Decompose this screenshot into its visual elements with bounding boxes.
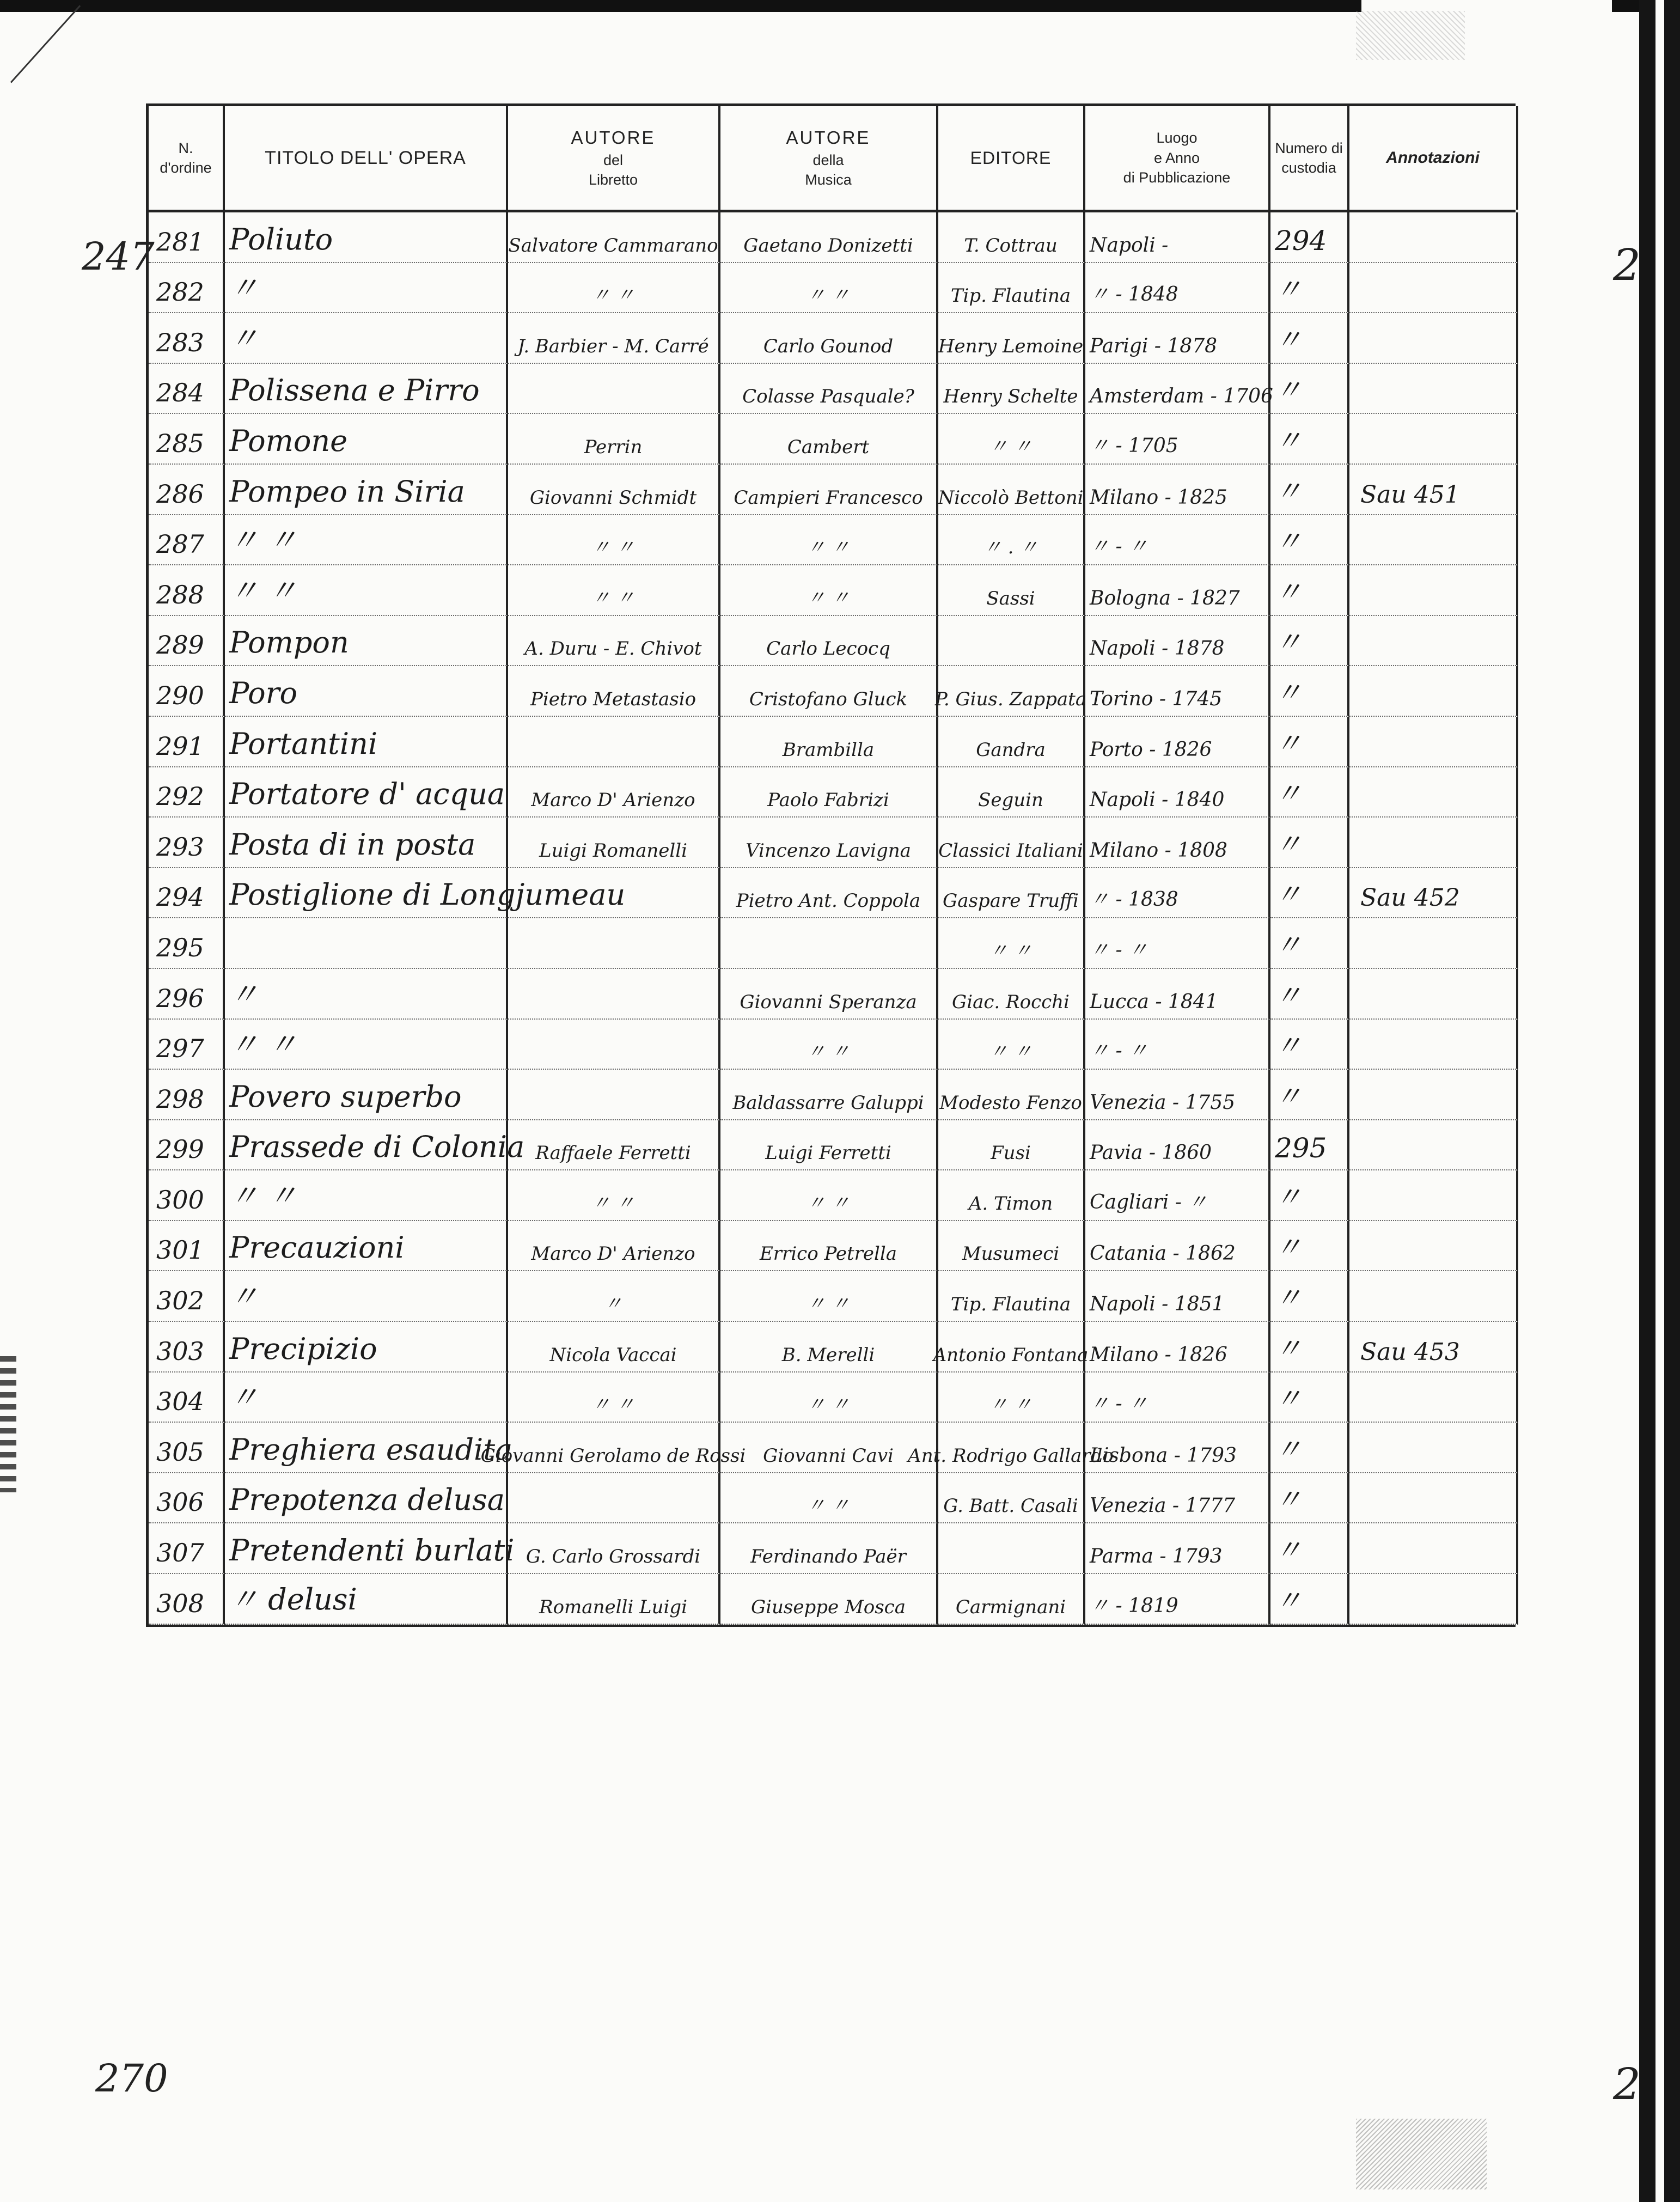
header-autore-libretto-line3: Libretto <box>588 172 638 188</box>
row-numero-custodia: 〃 <box>1270 565 1349 616</box>
row-annotazioni <box>1349 1373 1518 1423</box>
row-numero-custodia: 〃 <box>1270 414 1349 465</box>
row-titolo: Pompon <box>225 616 508 667</box>
row-number: 305 <box>149 1423 225 1473</box>
row-numero-custodia: 〃 <box>1270 1020 1349 1070</box>
row-annotazioni <box>1349 717 1518 767</box>
row-annotazioni <box>1349 918 1518 969</box>
header-luogo-line1: Luogo <box>1156 130 1198 147</box>
row-number: 308 <box>149 1574 225 1625</box>
row-autore-musica: 〃 〃 <box>720 263 938 314</box>
row-titolo: Poliuto <box>225 212 508 263</box>
register-table <box>146 103 1516 1627</box>
row-annotazioni <box>1349 515 1518 566</box>
row-number: 294 <box>149 868 225 919</box>
row-annotazioni <box>1349 212 1518 263</box>
row-luogo-anno: 〃 - 1848 <box>1085 263 1270 314</box>
row-luogo-anno: Porto - 1826 <box>1085 717 1270 767</box>
row-autore-libretto <box>508 918 720 969</box>
row-numero-custodia: 〃 <box>1270 918 1349 969</box>
table-row <box>146 717 1516 767</box>
row-number: 303 <box>149 1322 225 1373</box>
margin-note-bottom-left: 270 <box>95 2056 168 2101</box>
row-annotazioni <box>1349 1271 1518 1322</box>
row-autore-musica: Gaetano Donizetti <box>720 212 938 263</box>
row-numero-custodia: 〃 <box>1270 1574 1349 1625</box>
row-luogo-anno: Catania - 1862 <box>1085 1221 1270 1272</box>
row-editore: A. Timon <box>938 1170 1085 1221</box>
row-number: 299 <box>149 1120 225 1171</box>
row-autore-musica: Errico Petrella <box>720 1221 938 1272</box>
row-annotazioni <box>1349 1574 1518 1625</box>
table-row <box>146 1120 1516 1171</box>
row-titolo: 〃 <box>225 263 508 314</box>
table-row <box>146 1271 1516 1322</box>
row-number: 304 <box>149 1373 225 1423</box>
margin-note-right-top: 2 <box>1613 240 1641 290</box>
row-titolo: Poro <box>225 666 508 717</box>
row-luogo-anno: Venezia - 1777 <box>1085 1473 1270 1524</box>
row-autore-musica: 〃 〃 <box>720 1170 938 1221</box>
scan-edge-right-inner <box>1655 0 1664 2202</box>
row-editore: Seguin <box>938 767 1085 818</box>
row-editore: Tip. Flautina <box>938 263 1085 314</box>
row-annotazioni <box>1349 1070 1518 1120</box>
row-autore-musica: Cristofano Gluck <box>720 666 938 717</box>
row-autore-libretto: Romanelli Luigi <box>508 1574 720 1625</box>
table-row <box>146 1423 1516 1473</box>
row-numero-custodia: 〃 <box>1270 515 1349 566</box>
row-editore: T. Cottrau <box>938 212 1085 263</box>
table-row <box>146 313 1516 364</box>
row-number: 300 <box>149 1170 225 1221</box>
row-numero-custodia: 〃 <box>1270 868 1349 919</box>
row-autore-libretto: Nicola Vaccai <box>508 1322 720 1373</box>
row-titolo: Povero superbo <box>225 1070 508 1120</box>
row-annotazioni <box>1349 1020 1518 1070</box>
row-editore: Classici Italiani <box>938 818 1085 868</box>
row-autore-libretto <box>508 868 720 919</box>
table-row <box>146 616 1516 667</box>
row-numero-custodia: 〃 <box>1270 263 1349 314</box>
row-luogo-anno: Cagliari - 〃 <box>1085 1170 1270 1221</box>
row-autore-musica: Giovanni Speranza <box>720 969 938 1020</box>
row-numero-custodia: 〃 <box>1270 1170 1349 1221</box>
row-titolo: Pretendenti burlati <box>225 1523 508 1574</box>
row-luogo-anno: Bologna - 1827 <box>1085 565 1270 616</box>
row-editore: Modesto Fenzo <box>938 1070 1085 1120</box>
row-annotazioni <box>1349 969 1518 1020</box>
row-autore-musica: 〃 〃 <box>720 1271 938 1322</box>
row-luogo-anno: 〃 - 1838 <box>1085 868 1270 919</box>
row-number: 291 <box>149 717 225 767</box>
row-autore-libretto: 〃 <box>508 1271 720 1322</box>
row-editore: Gaspare Truffi <box>938 868 1085 919</box>
row-editore: Ant. Rodrigo Gallardo <box>938 1423 1085 1473</box>
row-titolo: Portatore d' acqua <box>225 767 508 818</box>
row-luogo-anno: Lucca - 1841 <box>1085 969 1270 1020</box>
table-row <box>146 818 1516 868</box>
row-autore-musica: Campieri Francesco <box>720 465 938 515</box>
row-autore-musica: 〃 〃 <box>720 1473 938 1524</box>
table-row <box>146 1170 1516 1221</box>
row-editore: Henry Lemoine <box>938 313 1085 364</box>
header-autore-libretto-line2: del <box>603 151 624 168</box>
row-luogo-anno: 〃 - 〃 <box>1085 1373 1270 1423</box>
table-row <box>146 1221 1516 1272</box>
header-luogo-anno <box>1085 106 1270 210</box>
row-titolo: Precauzioni <box>225 1221 508 1272</box>
row-autore-musica: 〃 〃 <box>720 515 938 566</box>
row-autore-libretto: Marco D' Arienzo <box>508 767 720 818</box>
row-editore: 〃 〃 <box>938 1020 1085 1070</box>
table-row <box>146 414 1516 465</box>
row-number: 306 <box>149 1473 225 1524</box>
row-editore: G. Batt. Casali <box>938 1473 1085 1524</box>
row-editore <box>938 616 1085 667</box>
row-autore-libretto <box>508 364 720 414</box>
table-row <box>146 565 1516 616</box>
row-editore: Carmignani <box>938 1574 1085 1625</box>
row-numero-custodia: 〃 <box>1270 666 1349 717</box>
row-editore: 〃 〃 <box>938 918 1085 969</box>
row-annotazioni <box>1349 767 1518 818</box>
row-titolo: Prepotenza delusa <box>225 1473 508 1524</box>
header-autore-musica-line1: AUTORE <box>786 127 871 148</box>
row-autore-musica: Luigi Ferretti <box>720 1120 938 1171</box>
row-luogo-anno: Napoli - 1878 <box>1085 616 1270 667</box>
row-titolo: Pomone <box>225 414 508 465</box>
table-row <box>146 364 1516 414</box>
row-autore-musica: 〃 〃 <box>720 1373 938 1423</box>
row-numero-custodia: 〃 <box>1270 616 1349 667</box>
row-number: 290 <box>149 666 225 717</box>
table-row <box>146 1020 1516 1070</box>
row-annotazioni <box>1349 313 1518 364</box>
row-luogo-anno: Amsterdam - 1706 <box>1085 364 1270 414</box>
row-autore-musica: Carlo Gounod <box>720 313 938 364</box>
row-luogo-anno: 〃 - 〃 <box>1085 515 1270 566</box>
header-titolo: TITOLO DELL' OPERA <box>225 106 508 210</box>
table-row <box>146 465 1516 515</box>
row-numero-custodia: 〃 <box>1270 1070 1349 1120</box>
row-annotazioni: Sau 452 <box>1349 868 1518 919</box>
row-autore-libretto: 〃 〃 <box>508 263 720 314</box>
row-luogo-anno: Venezia - 1755 <box>1085 1070 1270 1120</box>
row-titolo: Posta di in posta <box>225 818 508 868</box>
table-bottom-rule <box>146 1625 1516 1627</box>
header-autore-musica <box>720 106 938 210</box>
row-autore-libretto: A. Duru - E. Chivot <box>508 616 720 667</box>
table-row <box>146 868 1516 919</box>
row-number: 289 <box>149 616 225 667</box>
row-autore-libretto: J. Barbier - M. Carré <box>508 313 720 364</box>
row-titolo: Postiglione di Longjumeau <box>225 868 508 919</box>
row-numero-custodia: 〃 <box>1270 1322 1349 1373</box>
row-luogo-anno: 〃 - 〃 <box>1085 1020 1270 1070</box>
row-luogo-anno: Lisbona - 1793 <box>1085 1423 1270 1473</box>
row-numero-custodia: 〃 <box>1270 465 1349 515</box>
row-luogo-anno: 〃 - 1819 <box>1085 1574 1270 1625</box>
pencil-stroke <box>10 5 81 83</box>
row-editore: Antonio Fontana <box>938 1322 1085 1373</box>
header-autore-libretto <box>508 106 720 210</box>
row-autore-libretto: Perrin <box>508 414 720 465</box>
row-titolo: Preghiera esaudita <box>225 1423 508 1473</box>
header-autore-musica-line2: della <box>812 151 844 168</box>
header-numero-custodia: Numero di custodia <box>1270 106 1349 210</box>
table-row <box>146 1473 1516 1524</box>
row-autore-libretto: Giovanni Schmidt <box>508 465 720 515</box>
row-autore-libretto <box>508 1020 720 1070</box>
row-number: 282 <box>149 263 225 314</box>
table-row <box>146 666 1516 717</box>
row-annotazioni <box>1349 818 1518 868</box>
row-autore-musica: Baldassarre Galuppi <box>720 1070 938 1120</box>
row-number: 302 <box>149 1271 225 1322</box>
row-numero-custodia: 〃 <box>1270 1221 1349 1272</box>
row-titolo: 〃 <box>225 1271 508 1322</box>
row-autore-libretto: Raffaele Ferretti <box>508 1120 720 1171</box>
row-numero-custodia: 〃 <box>1270 818 1349 868</box>
row-annotazioni <box>1349 666 1518 717</box>
row-number: 296 <box>149 969 225 1020</box>
row-autore-musica: Paolo Fabrizi <box>720 767 938 818</box>
binding-marks <box>0 1356 16 1492</box>
row-autore-musica: Vincenzo Lavigna <box>720 818 938 868</box>
table-row <box>146 1373 1516 1423</box>
header-autore-libretto-line1: AUTORE <box>571 127 656 148</box>
row-luogo-anno: Milano - 1825 <box>1085 465 1270 515</box>
row-titolo <box>225 918 508 969</box>
row-autore-musica: 〃 〃 <box>720 565 938 616</box>
row-number: 281 <box>149 212 225 263</box>
row-autore-musica: Giovanni Cavi <box>720 1423 938 1473</box>
row-titolo: Precipizio <box>225 1322 508 1373</box>
row-number: 301 <box>149 1221 225 1272</box>
table-row <box>146 918 1516 969</box>
row-numero-custodia: 〃 <box>1270 1473 1349 1524</box>
row-autore-musica <box>720 918 938 969</box>
row-titolo: Portantini <box>225 717 508 767</box>
row-autore-libretto: 〃 〃 <box>508 1373 720 1423</box>
row-number: 285 <box>149 414 225 465</box>
row-editore: Tip. Flautina <box>938 1271 1085 1322</box>
table-row <box>146 1322 1516 1373</box>
header-autore-musica-line3: Musica <box>805 172 852 188</box>
row-autore-musica: 〃 〃 <box>720 1020 938 1070</box>
row-autore-musica: Cambert <box>720 414 938 465</box>
row-annotazioni: Sau 451 <box>1349 465 1518 515</box>
row-numero-custodia: 〃 <box>1270 1271 1349 1322</box>
row-luogo-anno: Pavia - 1860 <box>1085 1120 1270 1171</box>
row-numero-custodia: 〃 <box>1270 1523 1349 1574</box>
row-luogo-anno: Torino - 1745 <box>1085 666 1270 717</box>
row-annotazioni: Sau 453 <box>1349 1322 1518 1373</box>
row-number: 298 <box>149 1070 225 1120</box>
table-body <box>146 212 1516 1625</box>
row-numero-custodia: 〃 <box>1270 969 1349 1020</box>
row-autore-musica: Giuseppe Mosca <box>720 1574 938 1625</box>
row-luogo-anno: Napoli - <box>1085 212 1270 263</box>
row-editore: Niccolò Bettoni <box>938 465 1085 515</box>
row-luogo-anno: 〃 - 1705 <box>1085 414 1270 465</box>
row-annotazioni <box>1349 565 1518 616</box>
row-autore-libretto <box>508 1473 720 1524</box>
row-titolo: Polissena e Pirro <box>225 364 508 414</box>
row-number: 295 <box>149 918 225 969</box>
row-editore: Musumeci <box>938 1221 1085 1272</box>
row-autore-libretto: Pietro Metastasio <box>508 666 720 717</box>
row-autore-musica: Pietro Ant. Coppola <box>720 868 938 919</box>
table-row <box>146 1574 1516 1625</box>
row-editore: Giac. Rocchi <box>938 969 1085 1020</box>
row-autore-musica: Colasse Pasquale? <box>720 364 938 414</box>
row-number: 284 <box>149 364 225 414</box>
row-editore: 〃 〃 <box>938 1373 1085 1423</box>
row-autore-musica: Carlo Lecocq <box>720 616 938 667</box>
row-numero-custodia: 〃 <box>1270 364 1349 414</box>
header-luogo-line3: di Pubblicazione <box>1123 169 1231 186</box>
row-number: 307 <box>149 1523 225 1574</box>
row-titolo: Pompeo in Siria <box>225 465 508 515</box>
row-editore: P. Gius. Zappata <box>938 666 1085 717</box>
row-editore: Gandra <box>938 717 1085 767</box>
row-annotazioni <box>1349 364 1518 414</box>
row-autore-musica: Ferdinando Paër <box>720 1523 938 1574</box>
header-luogo-line2: e Anno <box>1153 149 1200 166</box>
row-luogo-anno: Milano - 1826 <box>1085 1322 1270 1373</box>
row-numero-custodia: 294 <box>1270 212 1349 263</box>
row-number: 297 <box>149 1020 225 1070</box>
row-autore-libretto: 〃 〃 <box>508 565 720 616</box>
row-luogo-anno: Milano - 1808 <box>1085 818 1270 868</box>
row-numero-custodia: 〃 <box>1270 717 1349 767</box>
row-autore-libretto: Marco D' Arienzo <box>508 1221 720 1272</box>
row-autore-libretto: G. Carlo Grossardi <box>508 1523 720 1574</box>
row-annotazioni <box>1349 1120 1518 1171</box>
table-row <box>146 1523 1516 1574</box>
row-annotazioni <box>1349 1221 1518 1272</box>
row-autore-libretto: Salvatore Cammarano <box>508 212 720 263</box>
row-luogo-anno: 〃 - 〃 <box>1085 918 1270 969</box>
header-annotazioni: Annotazioni <box>1349 106 1518 210</box>
row-annotazioni <box>1349 1473 1518 1524</box>
row-editore <box>938 1523 1085 1574</box>
table-row <box>146 1070 1516 1120</box>
row-titolo: 〃 〃 <box>225 1170 508 1221</box>
row-annotazioni <box>1349 1170 1518 1221</box>
row-autore-libretto: Luigi Romanelli <box>508 818 720 868</box>
scan-noise-bottom <box>1356 2119 1487 2189</box>
row-autore-libretto: Giovanni Gerolamo de Rossi <box>508 1423 720 1473</box>
row-numero-custodia: 〃 <box>1270 313 1349 364</box>
row-luogo-anno: Parigi - 1878 <box>1085 313 1270 364</box>
row-luogo-anno: Napoli - 1851 <box>1085 1271 1270 1322</box>
row-editore: 〃 . 〃 <box>938 515 1085 566</box>
row-editore: Sassi <box>938 565 1085 616</box>
row-autore-libretto <box>508 969 720 1020</box>
table-row <box>146 263 1516 314</box>
row-annotazioni <box>1349 616 1518 667</box>
table-row <box>146 767 1516 818</box>
row-titolo: 〃 <box>225 1373 508 1423</box>
margin-note-right-bottom: 2 <box>1613 2059 1641 2109</box>
table-header <box>146 103 1516 212</box>
scan-noise-top <box>1356 11 1465 60</box>
row-number: 292 <box>149 767 225 818</box>
row-luogo-anno: Parma - 1793 <box>1085 1523 1270 1574</box>
row-luogo-anno: Napoli - 1840 <box>1085 767 1270 818</box>
row-titolo: Prassede di Colonia <box>225 1120 508 1171</box>
table-row <box>146 212 1516 263</box>
row-annotazioni <box>1349 1423 1518 1473</box>
row-annotazioni <box>1349 414 1518 465</box>
row-autore-libretto <box>508 1070 720 1120</box>
row-titolo: 〃 <box>225 969 508 1020</box>
row-numero-custodia: 〃 <box>1270 1373 1349 1423</box>
header-editore: EDITORE <box>938 106 1085 210</box>
margin-note-top-left: 247 <box>82 234 155 279</box>
row-autore-libretto <box>508 717 720 767</box>
row-editore: 〃 〃 <box>938 414 1085 465</box>
row-titolo: 〃 〃 <box>225 565 508 616</box>
row-numero-custodia: 295 <box>1270 1120 1349 1171</box>
row-number: 287 <box>149 515 225 566</box>
row-number: 293 <box>149 818 225 868</box>
row-number: 283 <box>149 313 225 364</box>
row-autore-musica: Brambilla <box>720 717 938 767</box>
table-row <box>146 515 1516 566</box>
row-autore-libretto: 〃 〃 <box>508 1170 720 1221</box>
row-titolo: 〃 〃 <box>225 515 508 566</box>
row-annotazioni <box>1349 263 1518 314</box>
row-numero-custodia: 〃 <box>1270 767 1349 818</box>
row-numero-custodia: 〃 <box>1270 1423 1349 1473</box>
row-titolo: 〃 <box>225 313 508 364</box>
row-autore-libretto: 〃 〃 <box>508 515 720 566</box>
row-editore: Henry Schelte <box>938 364 1085 414</box>
row-annotazioni <box>1349 1523 1518 1574</box>
row-editore: Fusi <box>938 1120 1085 1171</box>
header-n-ordine: N. d'ordine <box>149 106 225 210</box>
row-number: 288 <box>149 565 225 616</box>
row-titolo: 〃 delusi <box>225 1574 508 1625</box>
row-titolo: 〃 〃 <box>225 1020 508 1070</box>
row-number: 286 <box>149 465 225 515</box>
table-row <box>146 969 1516 1020</box>
row-autore-musica: B. Merelli <box>720 1322 938 1373</box>
